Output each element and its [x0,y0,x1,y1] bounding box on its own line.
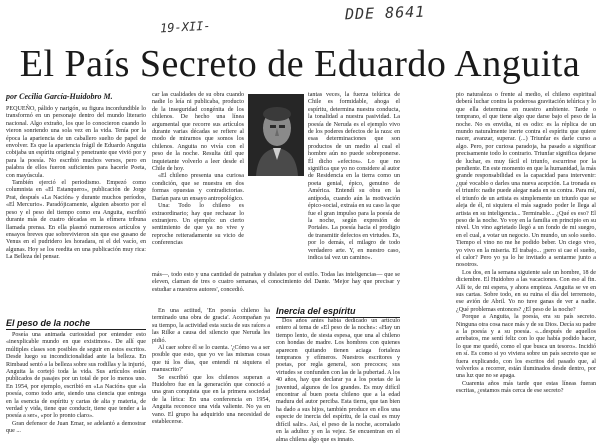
handwritten-date: 19-XII- [159,18,211,36]
paragraph: Gran defensor de Juan Emar, se adelantó a demostrar que ... [6,420,146,435]
paragraph: Dos años antes había dedicado un artículo entero al tema de «El peso de la noche»: «Hay un tiempo lento, de siesta espesa, que una al chileno con hondas de madre. Los hombres con quienes aparecen quitando tienen aciaga fortaleza tempranos y efímeros. Nuestros escritores y poetas, por regla general, son precoces; sus virtudes se confunden con las de la pubertad. A los 40 años, hay que declarar ya a los poetas de la juventud, algunos de los grandes. Es muy difícil encontrar al buen poeta chileno que a la edad madura del autor perciba. Esta tierra, que tan bien ha dado a sus hijos, también produce en ellos una especie de inercia del espíritu, de la cual es muy difícil salir». Así, el peso de la noche, acorralado en la adultez y en la vejez. Se encuentran en el alma chilena algo que es innato. [276,318,400,443]
paragraph: Poseía una animada curiosidad por entender esto «inexplicable mundo en que existimos». De allí que múltiples clases son posibles de seguir en estos escritos. Desde luego su incondicionalidad ante la belleza. En Rimbaud sentó a la belleza sobre sus rodillas y la injurió, Anguita la cortejó toda la vida. Sus artículos están publicados de pasajes por un total de por lo menos uno. En 1954, por ejemplo, escribió en «La Nación» que «la poesía, como todo arte, siendo una ciencia que entrega en la esencia de espíritu y cartas de alta y materia, de verdad y vida, tiene que conducir, tiene que tender a la poesía a ser», «por lo pronto claro». [6,332,146,420]
article-wide-block [152,272,400,306]
article-column-2-lower [152,308,270,430]
paragraph: pio naturaleza o frente al medio, el chileno espiritual deberá luchar contra la poderosa gravitación telúrica y lo que ella determina en nuestro ambiente. Tarde o temprano, el que tiene algo que darse bajo el peso de la noche. No es envidia, ni es odio: es la réplica de un mundo naturalmente inerte contra el espíritu que quiere nacer, avanzar, superar. (...) Triunfar es darle curso a algo. Pero, por curiosa paradoja, ha pasado a significar precisamente todo lo contrario. Triunfar significa dejarse de luchar, es muy fácil el triunfo, escurrirse por la pendiente. En este momento en que la humanidad, la más grande responsabilidad es la capacidad para intervenir: ¿qué vocablo o darles una nueva acepción. La tronada es el triunfo: nadie puede alegar nada en su contra. Para mí, el triunfo de un artista es simplemente un triunfo que se aleja de él, ni siquiera el más sagrado poder le llega al artista en su inteligencia... Terminable... ¿Qué es eso? El peso de la noche. Yo voy en la familia en principio en su nivel. Un vino agrietado llegó a un fondo de mi suegro, en el cual, a votar un negocio. Un mundo, un solo sueño. Tiempo el vino no me he podido beber. Un ciego vivo, yo vivo en la miseria. El trabajo... ¡pero si cae el sueño, el calor? Pero yo ya lo he invitado a sentarme junto a nosotros. [456,92,596,269]
author-portrait-photo [248,94,304,176]
paragraph: Se escribió que los chilenos superan a Huidobro fue en la generación que conoció a una gran conquista que en la primera sociedad de la lírica: En una conferencia en 1954, Anguita reconoce una vida valiente. No ya en vano. El grupo ha adquirido una necesidad de establecerse. [152,374,270,426]
paragraph: más—, todo esto y una cantidad de patrañas y dislates por el estilo. Todas las inteligencias— que se eleven, claman de tres o cuatro semanas, el conocimiento del Dante. 'Mejor hay que precisar y estudiar a nuestros autores', concedió. [152,272,400,293]
portrait-illustration [248,94,304,176]
article-title: El País Secreto de Eduardo Anguita [19,43,581,85]
article-column-4 [456,92,596,430]
article-column-1 [6,106,146,310]
paragraph: Los dos, en la semana siguiente sale un hombre, 18 de diciembre. El Huidobro a las vacaciones. Con eso al fin. Allí te, de mi espera, y ahora empieza. Anguita se ve en sus cartas. Sobre todo, en su ruina el día del terremoto, ese avión de Abril. Yo no tuve ganas de ver a nadie. ¿Qué problemas entonces? ¿El peso de la noche? [456,269,596,313]
paragraph: En una actitud, 'En poesía chileno ha terminado una obra de gracia'. Acompañan ya su tiempo, la actividad esta sucia de sus raíces a las Rilke a causa del silencio que Neruda les pidió. [152,308,270,344]
paragraph: También ejerció el periodismo. Empezó como columnista en «El Estanquero», publicación de Jorge Prat, después «La Nación» y durante muchos períodos, «El Mercurio». Paradójicamente, alguien absorto por el peso y el peso del tiempo como era Anguita, escribió durante más de cuatro décadas en la efímera tribuna llamada prensa. En ella plasmó numerosos artículos y ensayos breves que sobrevivieron sin que ese gusano de Venus en el pudridero les horadara, ni el del vacío, en algunas. Hoy se los reedita en una publicación muy rica: La Belleza del pensar. [6,180,146,261]
section-subhead: Inercia del espíritu [276,306,400,318]
article-column-3 [308,92,400,270]
article-column-3-lower [276,318,400,443]
article-column-2 [152,92,244,270]
paragraph: tantas veces, la fuerza telúrica de Chile es formidable, ahoga el espíritu, determina nuestra conducta, la tonalidad a nuestra pasividad. La poesía de Neruda es el ejemplo vivo de los poderes defectos de la raza: en esas determinaciones que son productos de un medio al cual el hombre aún no puede sobreponerse. Él dicho «efectos». Lo que no significa que yo no considere al autor de Residencia en la tierra como un poeta genial, épico, genuino de América. Entendí su obra en la antípoda, cuando aún la motivación épico-social, extraía en su caso la que fue el gran impulso para la poesía de la noche, según expresión de Portales. La poesía hacia el prodigio de transmitir defectos en virtudes. Es, por lo demás, el milagro de todo verdadero arte. Y, en nuestro caso, indica tal vez un camino». [308,92,400,261]
paragraph: «El chileno presenta una curiosa condición, que se muestra en dos formas opuestas y contradictorias. Darían para un ensayo antropológico. [152,173,244,202]
article-column-1-lower [6,332,146,435]
paragraph: Porque a Anguita, la poesía, era su país secreto. Ninguna otra cosa nace más y de su Dios. Decía su padre a la poesía y a su poesía. «...después de aquellos arrebatos, me sentí feliz con lo que había podido hacer, lo que me quedó, como el que busca un tesoro». Incidió en sí. Es como si yo viviera sobre un país secreto que se fuera explicando, con los escritos del pasado que, al volverlos a recorrer, están iluminados desde dentro, por una luz que no se apaga. [456,314,596,380]
article-byline: por Cecilia García-Huidobro M. [6,92,113,101]
section-subhead: El peso de la noche [6,318,146,330]
paragraph: Al caer sobre él se lo cuenta. '¿Cómo va a ser posible que esto, que yo ve las mismas cosas que tú los días, que entendí ni siquiera el manuscrito?' [152,345,270,374]
paragraph: PEQUEÑO, pálido y narigón, su figura inconfundible lo transformó en un personaje dentro del mundo literario nacional. Algo extraño, los que lo conocieron cuando lo vieron sonriendo una sola vez en la vida. Tenía por la época la apariencia de un caballero suelto de papel de envolver. Es que la apariencia frágil de Eduardo Anguita cobijaba un espíritu original y penetrante que vivió por y para la poesía. No escribió muchos versos, pero en palabra de ellos fueron suficientes para hacerle Poeta, con mayúscula. [6,106,146,179]
paragraph: Cuarenta años más tarde que estas líneas fueran escritas, ¿estamos más cerca de ese secreto? [456,380,596,395]
handwritten-archive-code: DDE 8641 [344,2,426,24]
paragraph: car las cualidades de su obra cuando nadie lo leía ni publicaba, producto de la inseguridad congénita de los chilenos. De hecho una línea argumental que recorre sus artículos durante varias décadas se refiere al modo de mirarnos que somos los chilenos. Anguita no vivía con el peso de la noche. Resulta útil que inquietante volverlo a leer desde el Chile de hoy. [152,92,244,173]
paragraph: Una: Todo lo chileno es extraordinario; hay que rechazar lo extranjero. Un ejemplo: un cierto sentimiento de que ya no vive y reproche reiteradamente su vicio de conferencias [152,203,244,247]
